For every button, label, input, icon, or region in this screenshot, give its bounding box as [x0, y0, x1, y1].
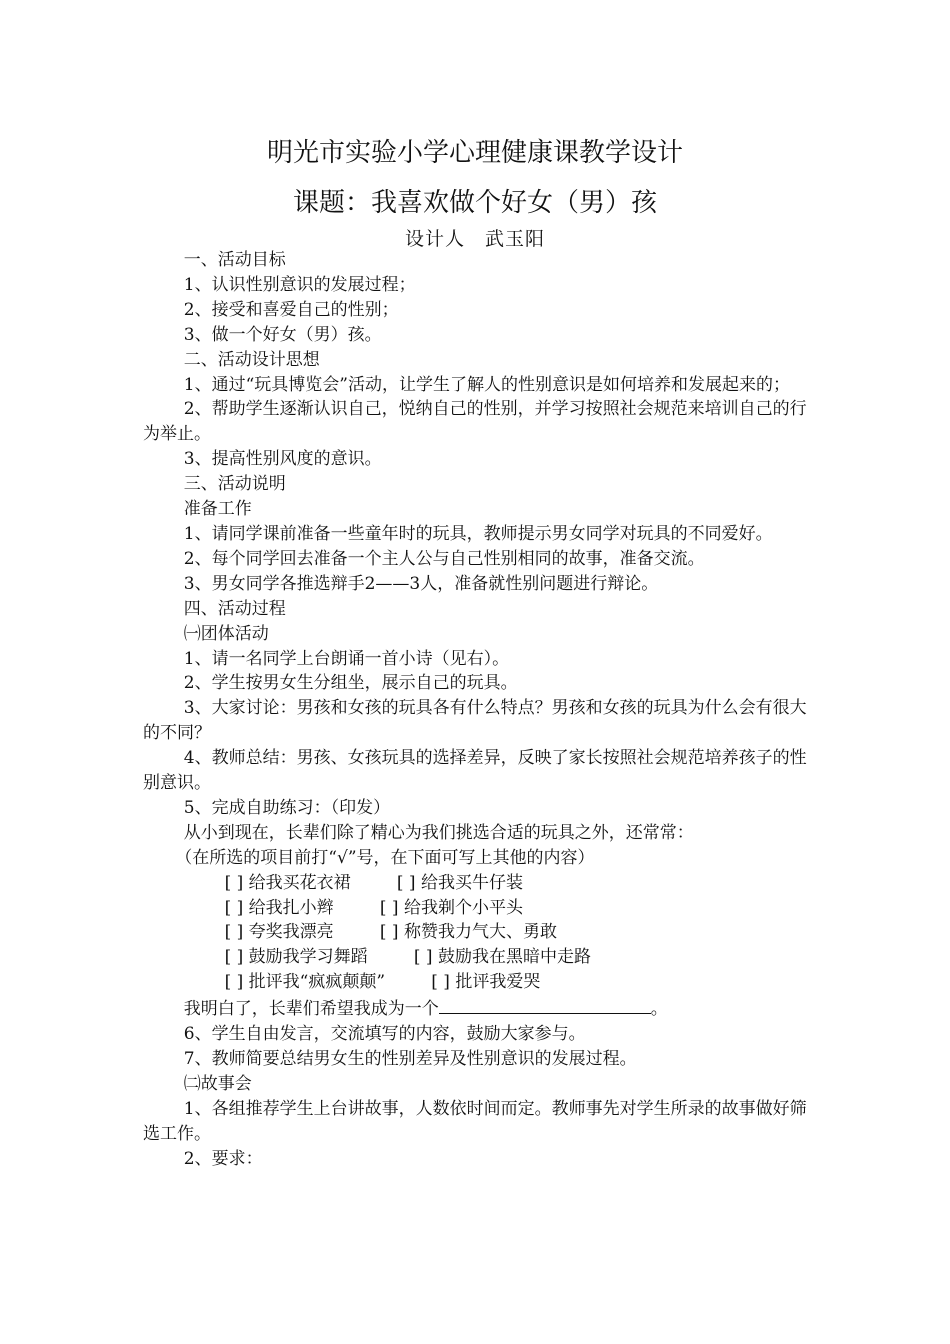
list-item: 5、完成自助练习：（印发） — [183, 797, 391, 818]
checkbox-option: 夸奖我漂亮 — [248, 922, 334, 943]
checkbox-option: 给我买花衣裙 — [248, 872, 351, 893]
section-heading: 一、活动目标 — [183, 250, 286, 270]
conclusion-text: 我明白了，长辈们希望我成为一个 — [183, 999, 439, 1020]
conclusion-line — [143, 995, 813, 1022]
list-item: 1、请同学课前准备一些童年时的玩具，教师提示男女同学对玩具的不同爱好。 — [183, 523, 773, 544]
checkbox-option: 给我买牛仔装 — [420, 872, 523, 893]
conclusion-end: 。 — [650, 999, 668, 1020]
list-item: 3、做一个好女（男）孩。 — [183, 324, 382, 345]
list-item: 2、帮助学生逐渐认识自己，悦纳自己的性别，并学习按照社会规范来培训自己的行为举止。 — [143, 399, 807, 445]
lesson-subtitle: 课题：我喜欢做个好女（男）孩 — [292, 188, 657, 218]
document-body — [143, 248, 813, 1172]
exercise-intro: 从小到现在，长辈们除了精心为我们挑选合适的玩具之外，还常常： — [183, 822, 694, 843]
designer-line: 设计人 武玉阳 — [404, 228, 545, 250]
list-item: 4、教师总结：男孩、女孩玩具的选择差异，反映了家长按照社会规范培养孩子的性别意识。 — [143, 748, 807, 794]
list-item: 1、各组推荐学生上台讲故事，人数依时间而定。教师事先对学生所录的故事做好筛选工作。 — [143, 1098, 807, 1144]
subheading: ㈠团体活动 — [183, 623, 269, 644]
checkbox-bracket[interactable]: [ ] — [431, 972, 450, 993]
checkbox-option: 给我扎小辫 — [248, 897, 334, 918]
list-item: 3、提高性别风度的意识。 — [183, 449, 382, 470]
checkbox-option: 批评我爱哭 — [455, 972, 541, 993]
list-item: 2、学生按男女生分组坐，展示自己的玩具。 — [183, 673, 518, 694]
list-item: 2、要求： — [183, 1148, 263, 1169]
subheading: ㈡故事会 — [183, 1073, 252, 1094]
section-heading: 三、活动说明 — [183, 474, 286, 495]
checkbox-row — [143, 920, 813, 945]
document-title: 明光市实验小学心理健康课教学设计 — [266, 138, 683, 168]
list-item: 1、认识性别意识的发展过程； — [183, 274, 416, 295]
checkbox-option: 给我剃个小平头 — [403, 897, 523, 918]
subheading: 准备工作 — [183, 499, 252, 520]
section-heading: 四、活动过程 — [183, 598, 286, 619]
list-item: 1、通过“玩具博览会”活动，让学生了解人的性别意识是如何培养和发展起来的； — [183, 374, 790, 395]
section-heading: 二、活动设计思想 — [183, 349, 320, 370]
list-item: 3、男女同学各推选辩手2——3人，准备就性别问题进行辩论。 — [183, 573, 659, 594]
checkbox-option: 鼓励我学习舞蹈 — [248, 947, 368, 968]
fill-in-blank[interactable] — [439, 995, 651, 1014]
checkbox-bracket[interactable]: [ ] — [379, 897, 399, 918]
checkbox-bracket[interactable]: [ ] — [379, 922, 399, 943]
list-item: 2、接受和喜爱自己的性别； — [183, 299, 399, 320]
checkbox-bracket[interactable]: [ ] — [224, 872, 244, 893]
checkbox-bracket[interactable]: [ ] — [413, 947, 433, 968]
checkbox-row — [143, 871, 813, 896]
checkbox-option: 批评我“疯疯颠颠” — [248, 972, 386, 993]
list-item: 1、请一名同学上台朗诵一首小诗（见右）。 — [183, 648, 510, 669]
checkbox-bracket[interactable]: [ ] — [224, 922, 244, 943]
list-item: 2、每个同学回去准备一个主人公与自己性别相同的故事，准备交流。 — [183, 548, 705, 569]
exercise-note: （在所选的项目前打“√”号，在下面可写上其他的内容） — [175, 847, 595, 868]
list-item: 6、学生自由发言，交流填写的内容，鼓励大家参与。 — [183, 1024, 586, 1045]
checkbox-option: 称赞我力气大、勇敢 — [403, 922, 557, 943]
list-item: 7、教师简要总结男女生的性别差异及性别意识的发展过程。 — [183, 1049, 637, 1069]
checkbox-row — [143, 945, 813, 970]
checkbox-bracket[interactable]: [ ] — [224, 972, 244, 993]
checkbox-row — [143, 970, 813, 995]
checkbox-bracket[interactable]: [ ] — [224, 947, 244, 968]
checkbox-option: 鼓励我在黑暗中走路 — [437, 947, 591, 968]
list-item: 3、大家讨论：男孩和女孩的玩具各有什么特点？男孩和女孩的玩具为什么会有很大的不同？ — [143, 698, 807, 744]
checkbox-bracket[interactable]: [ ] — [224, 897, 244, 918]
checkbox-bracket[interactable]: [ ] — [396, 872, 416, 893]
checkbox-row — [143, 896, 813, 921]
